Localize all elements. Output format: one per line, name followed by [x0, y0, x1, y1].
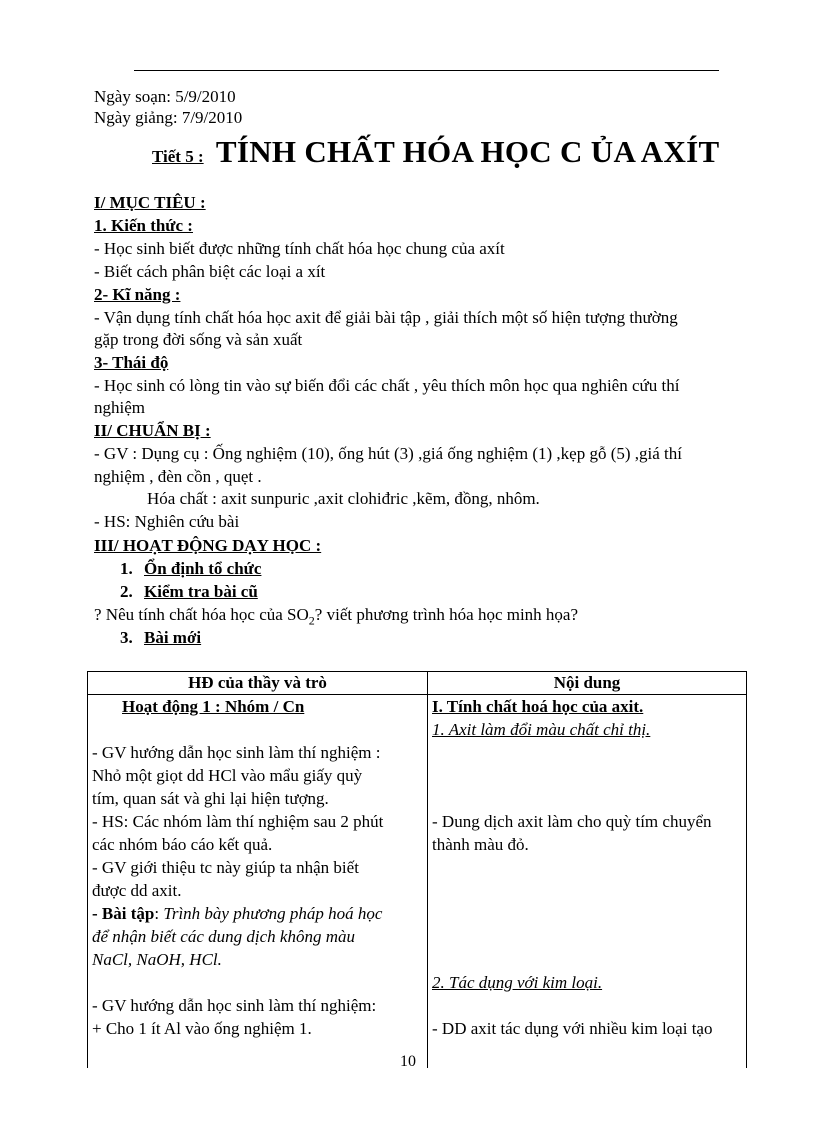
- top-rule: [134, 70, 719, 71]
- activity-text: được dd axit.: [92, 881, 182, 900]
- activity-text: tím, quan sát và ghi lại hiện tượng.: [92, 789, 329, 808]
- lesson-title-main: TÍNH CHẤT HÓA HỌC C ỦA AXÍT: [215, 134, 720, 169]
- date-prepared: Ngày soạn: 5/9/2010: [94, 87, 236, 106]
- activity-text: - GV giới thiệu tc này giúp ta nhận biết: [92, 858, 359, 877]
- section-objectives-heading: I/ MỤC TIÊU :: [94, 193, 206, 212]
- exercise-line: - Bài tập: Trình bày phương pháp hoá học: [92, 904, 383, 923]
- date-taught: Ngày giảng: 7/9/2010: [94, 108, 243, 127]
- activity-text: Nhỏ một giọt dd HCl vào mẩu giấy quỳ: [92, 766, 363, 785]
- activity-text: - HS: Các nhóm làm thí nghiệm sau 2 phút: [92, 812, 384, 831]
- attitude-heading: 3- Thái độ: [94, 353, 169, 372]
- table-row: [88, 695, 747, 1069]
- content-subsection-2: 2. Tác dụng với kim loại.: [432, 973, 603, 992]
- activities-cell: [88, 695, 428, 1069]
- attitude-line-1: - Học sinh có lòng tin vào sự biến đổi các chất , yêu thích môn học qua nghiên cứu thí: [94, 376, 680, 395]
- content-section-heading: I. Tính chất hoá học của axit.: [432, 697, 644, 716]
- activity-item-1: 1. Ổn định tổ chức: [120, 559, 262, 578]
- section-preparation-heading: II/ CHUẨN BỊ :: [94, 421, 211, 440]
- activity-text: các nhóm báo cáo kết quả.: [92, 835, 273, 854]
- teacher-prep-line-2: nghiệm , đèn cồn , quẹt .: [94, 467, 262, 486]
- knowledge-heading: 1. Kiến thức :: [94, 216, 193, 235]
- content-text: thành màu đỏ.: [432, 835, 529, 854]
- attitude-line-2: nghiệm: [94, 398, 145, 417]
- activity-text: + Cho 1 ít Al vào ống nghiệm 1.: [92, 1019, 312, 1038]
- activity-text: - GV hướng dẫn học sinh làm thí nghiệm:: [92, 996, 377, 1015]
- activity-text: - GV hướng dẫn học sinh làm thí nghiệm :: [92, 743, 381, 762]
- table-header-activities: HĐ của thầy và trò: [88, 672, 428, 695]
- exercise-text: để nhận biết các dung dịch không màu: [92, 927, 355, 946]
- section-activities-heading: III/ HOẠT ĐỘNG DẠY HỌC :: [94, 536, 322, 555]
- activity-item-2: 2. Kiểm tra bài cũ: [120, 582, 258, 601]
- skills-line-2: gặp trong đời sống và sản xuất: [94, 330, 303, 349]
- lesson-table: [87, 671, 747, 1068]
- student-prep-line: - HS: Nghiên cứu bài: [94, 512, 240, 531]
- knowledge-line-1: - Học sinh biết được những tính chất hóa học chung của axít: [94, 239, 505, 258]
- page-number: 10: [400, 1053, 416, 1070]
- content-text: - Dung dịch axit làm cho quỳ tím chuyển: [432, 812, 712, 831]
- content-cell: [428, 695, 747, 1069]
- teacher-prep-line-1: - GV : Dụng cụ : Ống nghiệm (10), ống hút (3) ,giá ống nghiệm (1) ,kẹp gỗ (5) ,giá thí: [94, 444, 682, 463]
- content-text: - DD axit tác dụng với nhiều kim loại tạo: [432, 1019, 713, 1038]
- activity-1-heading: Hoạt động 1 : Nhóm / Cn: [122, 697, 305, 716]
- chemicals-line: Hóa chất : axit sunpuric ,axit clohiđric ,kẽm, đồng, nhôm.: [147, 489, 540, 508]
- lesson-number: Tiết 5 :: [152, 147, 204, 166]
- skills-line-1: - Vận dụng tính chất hóa học axit để giải bài tập , giải thích một số hiện tượng thường: [94, 308, 678, 327]
- lesson-title: [152, 134, 720, 170]
- exercise-text: NaCl, NaOH, HCl.: [92, 950, 222, 969]
- content-subsection-1: 1. Axit làm đổi màu chất chỉ thị.: [432, 720, 651, 739]
- knowledge-line-2: - Biết cách phân biệt các loại a xít: [94, 262, 326, 281]
- review-question: ? Nêu tính chất hóa học của $SO_2$? viết phương trình hóa học minh họa?: [94, 605, 579, 628]
- activity-item-3: 3. Bài mới: [120, 628, 202, 647]
- table-header-row: [88, 672, 747, 695]
- table-header-content: Nội dung: [428, 672, 747, 695]
- skills-heading: 2- Kĩ năng :: [94, 285, 181, 304]
